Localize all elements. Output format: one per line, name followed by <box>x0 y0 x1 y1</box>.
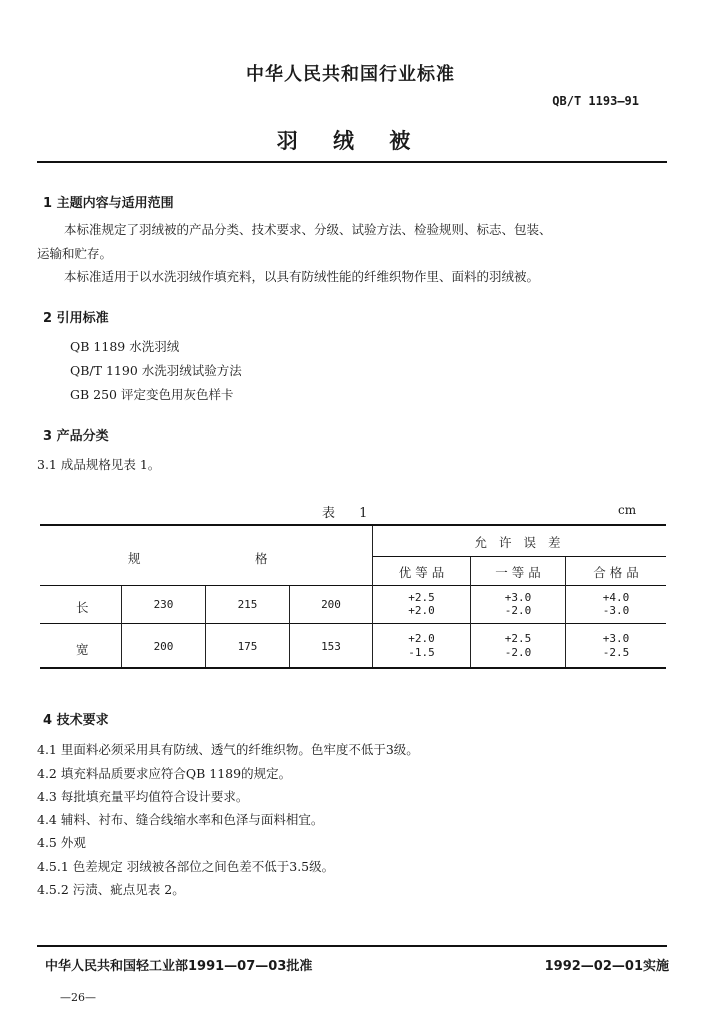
page-number: —26— <box>60 991 96 1004</box>
header-grade-superior: 优 等 品 <box>398 565 445 580</box>
section-1-para-1-line-1: 本标准规定了羽绒被的产品分类、技术要求、分级、试验方法、检验规则、标志、包装、 <box>64 222 552 237</box>
table-bottom-rule <box>40 667 666 669</box>
table-unit: cm <box>618 503 637 517</box>
row-label-width: 宽 <box>76 642 89 657</box>
approval-note: 中华人民共和国轻工业部1991—07—03批准 <box>45 959 313 974</box>
reference-item: QB 1189 水洗羽绒 <box>70 339 180 354</box>
table-cell: -2.0 <box>504 646 532 659</box>
section-4-heading: 4 技术要求 <box>43 713 109 728</box>
requirement-item: 4.4 辅料、衬布、缝合线缩水率和色泽与面料相宜。 <box>37 812 324 827</box>
table-cell: +2.0 <box>408 604 435 617</box>
table-cell: +2.5 <box>408 591 435 604</box>
section-1-heading: 1 主题内容与适用范围 <box>43 196 174 211</box>
section-1-para-1-line-2: 运输和贮存。 <box>37 246 113 261</box>
item-3-1: 3.1 成品规格见表 1。 <box>37 457 161 472</box>
table-cell: +2.0 <box>408 632 435 645</box>
document-title: 羽 绒 被 <box>276 128 425 153</box>
table-cell: 215 <box>237 598 258 611</box>
table-top-rule <box>40 524 666 526</box>
header-tolerance: 允 许 误 差 <box>474 535 565 550</box>
table-cell: +2.5 <box>504 632 532 645</box>
table-cell: -3.0 <box>602 604 630 617</box>
header-spec-a: 规 <box>128 551 141 566</box>
requirement-item: 4.1 里面料必须采用具有防绒、透气的纤维织物。色牢度不低于3级。 <box>37 742 419 757</box>
requirement-item: 4.2 填充料品质要求应符合QB 1189的规定。 <box>37 766 292 781</box>
table-cell: 200 <box>321 598 341 611</box>
standard-number: QB/T 1193—91 <box>552 94 639 108</box>
header-spec-b: 格 <box>255 551 268 566</box>
table-cell: -2.0 <box>504 604 532 617</box>
requirement-item: 4.3 每批填充量平均值符合设计要求。 <box>37 789 249 804</box>
table-caption: 表 1 <box>322 506 378 521</box>
section-3-heading: 3 产品分类 <box>43 429 109 444</box>
implementation-date: 1992—02—01实施 <box>544 959 669 974</box>
header-grade-qualified: 合 格 品 <box>593 565 639 580</box>
table-row-rule <box>40 623 666 624</box>
header-grade-first: 一 等 品 <box>495 565 541 580</box>
table-header-rule <box>40 585 666 586</box>
requirement-item: 4.5.2 污渍、疵点见表 2。 <box>37 882 185 897</box>
requirement-item: 4.5 外观 <box>37 835 86 850</box>
table-cell: -2.5 <box>602 646 630 659</box>
reference-item: QB/T 1190 水洗羽绒试验方法 <box>70 363 242 378</box>
table-cell: +3.0 <box>504 591 532 604</box>
table-cell: -1.5 <box>408 646 435 659</box>
table-cell: +3.0 <box>602 632 630 645</box>
row-label-length: 长 <box>76 600 89 615</box>
requirement-item: 4.5.1 色差规定 羽绒被各部位之间色差不低于3.5级。 <box>37 859 335 874</box>
reference-item: GB 250 评定变色用灰色样卡 <box>70 387 234 402</box>
section-1-para-2: 本标准适用于以水洗羽绒作填充料，以具有防绒性能的纤维织物作里、面料的羽绒被。 <box>64 269 540 284</box>
table-cell: 200 <box>153 640 174 653</box>
header-rule <box>37 161 667 163</box>
table-cell: 153 <box>321 640 341 653</box>
table-cell: 230 <box>153 598 174 611</box>
section-2-heading: 2 引用标准 <box>43 311 109 326</box>
footer-rule <box>37 945 667 947</box>
table-cell: 175 <box>237 640 258 653</box>
table-cell: +4.0 <box>602 591 630 604</box>
org-standard-title: 中华人民共和国行业标准 <box>246 64 455 85</box>
table-subheader-rule <box>373 556 666 557</box>
